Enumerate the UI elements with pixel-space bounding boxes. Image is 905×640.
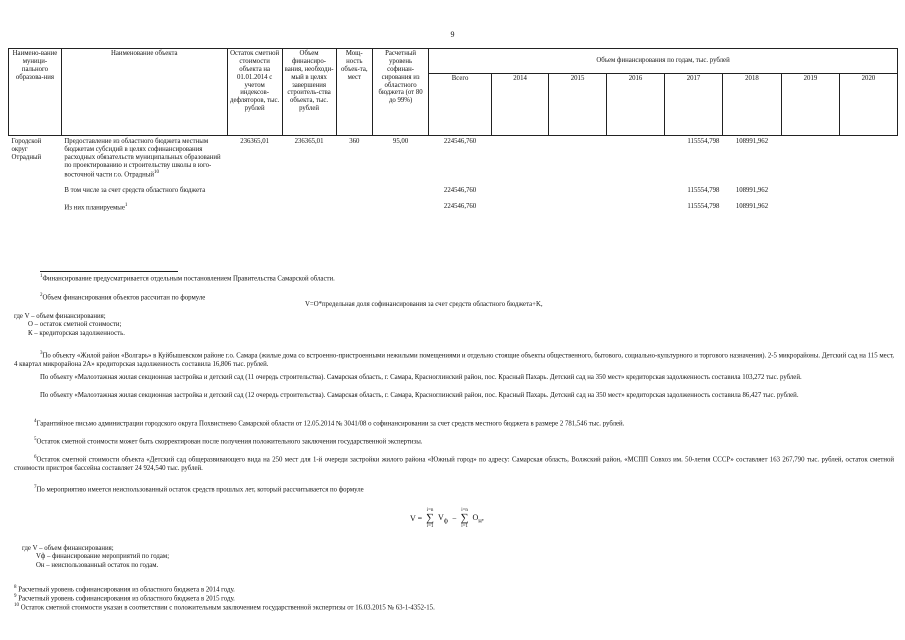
header-year-total: Всего — [429, 74, 492, 136]
formula-1-legend: где V – объем финансирования; О – остаток сметной стоимости; К – кредиторская задолженность. — [14, 313, 125, 337]
year-2014-cell — [492, 136, 549, 180]
year-2015-cell — [549, 136, 607, 180]
footnote-3c: По объекту «Малоэтажная жилая секционная застройка и детский сад (12 очередь строительства). Самарская область, г. Самара, Красноглинский район, пос. Красный Пахарь. Детский сад на 350 мест» кредиторская задолженность составила 86,427 тыс. рублей. — [40, 392, 799, 399]
financing-volume-cell: 236365,01 — [282, 136, 336, 180]
footnote-9: $^9$ Расчетный уровень софинансирования из областного бюджета в 2015 году. — [14, 594, 235, 603]
footnote-3b: По объекту «Малоэтажная жилая секционная застройка и детский сад (11 очередь строительства). Самарская область, г. Самара, Красноглинский район, пос. Красный Пахарь. Детский сад на 350 мест» кредиторская задолженность составила 103,272 тыс. рублей. — [40, 374, 802, 381]
footnote-2: $^2$Объем финансирования объектов рассчитан по формуле — [40, 293, 206, 302]
year-2018-cell: 108991,962 — [735, 202, 769, 210]
year-2017-cell: 115554,798 — [687, 186, 720, 194]
year-2017-cell: 115554,798 — [687, 202, 720, 210]
financing-table — [8, 48, 898, 213]
sum-symbol-icon: i=n ∑ i=1 — [426, 508, 434, 529]
header-financing-volume: Объем финансиро-вания, необходи-мый в целях завершения строитель-ства объекта, тыс. рублей — [282, 49, 336, 136]
header-year-2017: 2017 — [665, 74, 723, 136]
year-2018-cell: 108991,962 — [735, 186, 769, 194]
footnote-4: $^4$Гарантийное письмо администрации городского округа Похвистнево Самарской области от 12.05.2014 № 3041/08 о софинансировании за счет средств местного бюджета в размере 2 781,546 тыс. рублей. — [34, 419, 625, 428]
page-number: 9 — [450, 30, 455, 39]
footnote-10: $^{10}$ Остаток сметной стоимости указан в соответствии с положительным заключением государственной экспертизы от 16.03.2015 № 63-1-4352-15. — [14, 603, 435, 612]
table-row — [9, 196, 898, 213]
header-year-2015: 2015 — [549, 74, 607, 136]
footnote-3a: $^3$По объекту «Жилой район «Волгарь» в Куйбышевском районе г.о. Самара (жилые дома со встроенно-пристроенными нежилыми помещениями и отдельно стоящие объекты общественного, бытового, социально-культурного и торгового назначения). 2-5 микрорайоны. Детский сад на 115 мест, 4 квартал микрорайона 2А» кредиторская задолженность составила 16,806 тыс. рублей. — [14, 351, 894, 368]
table-row — [9, 136, 898, 180]
municipality-cell: Городской округ Отрадный — [9, 136, 62, 180]
footnote-5: $^5$Остаток сметной стоимости может быть скорректирован после получения положительного заключения государственной экспертизы. — [34, 437, 423, 446]
table-row — [9, 180, 898, 196]
header-year-2019: 2019 — [781, 74, 839, 136]
capacity-cell: 360 — [336, 136, 373, 180]
header-years-group: Объем финансирования по годам, тыс. рублей — [429, 49, 898, 74]
header-cofinancing-level: Расчетный уровень софинан-сирования из областного бюджета (от 80 до 99%) — [373, 49, 429, 136]
formula-1: V=O*предельная доля софинансирования за счет средств областного бюджета+K, — [305, 301, 543, 308]
header-year-2018: 2018 — [722, 74, 781, 136]
year-total-cell: 224546,760 — [429, 136, 492, 180]
cofinancing-level-cell: 95,00 — [373, 136, 429, 180]
header-year-2014: 2014 — [492, 74, 549, 136]
footnote-rule — [40, 271, 178, 272]
footnote-1: $^1$Финансирование предусматривается отдельным постановлением Правительства Самарской области. — [40, 274, 335, 283]
footnote-8: $^8$ Расчетный уровень софинансирования из областного бюджета в 2014 году. — [14, 585, 235, 594]
object-cell: В том числе за счет средств областного бюджета — [64, 186, 206, 194]
year-total-cell: 224546,760 — [443, 186, 477, 194]
object-cell: Из них планируемые$^1$ — [64, 202, 128, 211]
year-total-cell: 224546,760 — [443, 202, 477, 210]
header-municipality: Наимено-вание муници-пального образова-ния — [9, 49, 62, 136]
footnote-7: $^7$По мероприятию имеется неиспользованный остаток средств прошлых лет, который рассчитывается по формуле — [34, 485, 364, 494]
year-2016-cell — [607, 136, 665, 180]
remaining-cost-cell: 236365,01 — [227, 136, 282, 180]
header-object-name: Наименование объекта — [61, 49, 227, 136]
sum-symbol-icon: i=n ∑ i=1 — [460, 508, 469, 529]
year-2018-cell: 108991,962 — [722, 136, 781, 180]
header-year-2016: 2016 — [607, 74, 665, 136]
header-year-2020: 2020 — [839, 74, 897, 136]
object-cell: Предоставление из областного бюджета местным бюджетам субсидий в целях софинансирования расходных обязательств муниципальных образований по проектированию и строительству школы в юго-восточной части г.о. Отрадный$^{10}$ — [61, 136, 227, 180]
year-2020-cell — [839, 136, 897, 180]
formula-2-legend: где V – объем финансирования; Vф – финансирование мероприятий по годам; Он – неиспользованный остаток по годам. — [22, 545, 170, 569]
footnote-6: $^6$Остаток сметной стоимости объекта «Детский сад общеразвивающего вида на 250 мест для 1-й очереди застройки жилого района «Южный город» по адресу: Самарская область, Волжский район, «МСПП Совхоз им. 50-летия СССР» составляет 163 267,790 тыс. рублей, остаток сметной стоимости пристроя бассейна составляет 24 924,540 тыс. рублей. — [14, 455, 894, 472]
header-capacity: Мощ-ность объек-та, мест — [336, 49, 373, 136]
year-2019-cell — [781, 136, 839, 180]
formula-2: V = i=n ∑ i=1 $V_ф$ − i=n ∑ i=1 $O_н$, — [410, 508, 484, 529]
year-2017-cell: 115554,798 — [665, 136, 723, 180]
header-remaining-cost: Остаток сметной стоимости объекта на 01.01.2014 с учетом индексов-дефляторов, тыс. рублей — [227, 49, 282, 136]
